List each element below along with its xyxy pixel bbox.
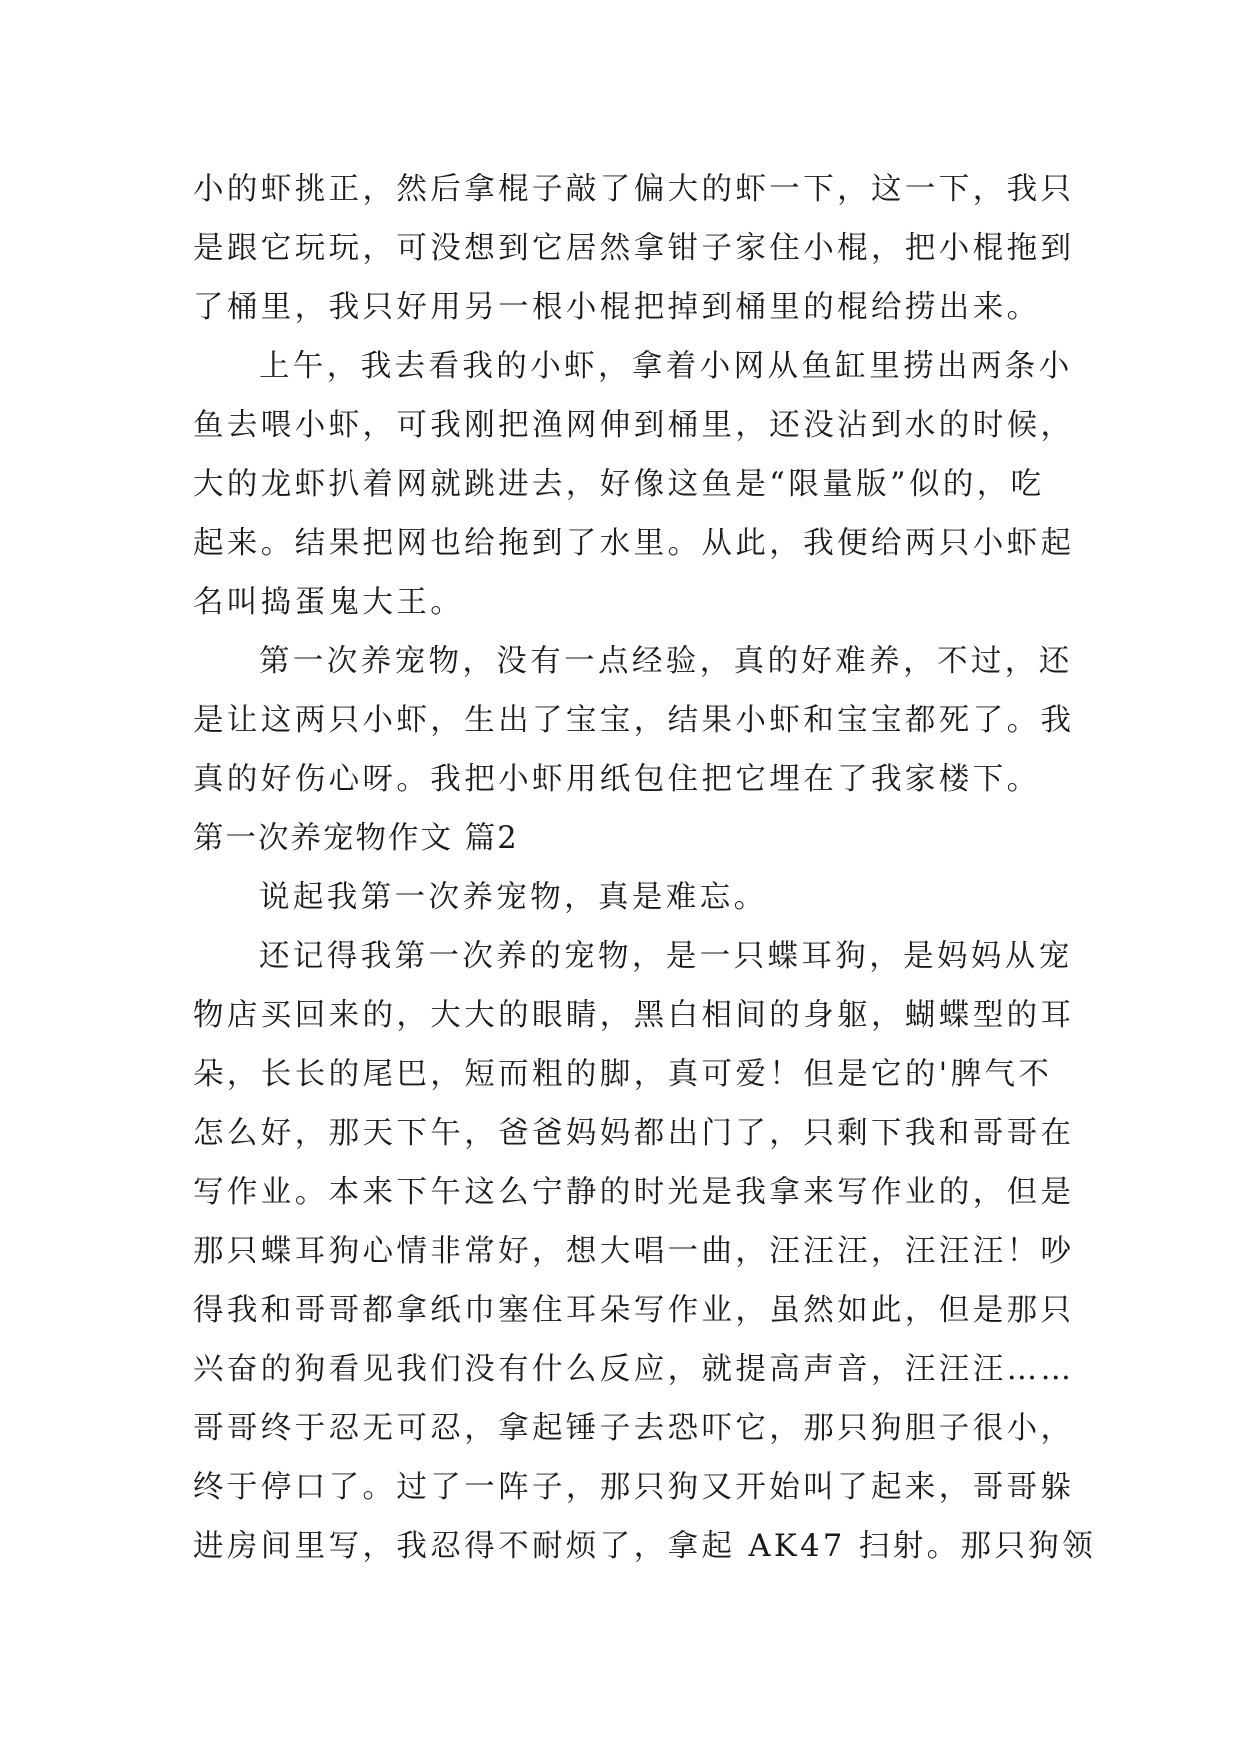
paragraph-start-line: 第一次养宠物，没有一点经验，真的好难养，不过，还: [259, 644, 1073, 679]
paragraph-start-line: 说起我第一次养宠物，真是难忘。: [259, 880, 768, 915]
section-heading: 第一次养宠物作文 篇2: [193, 821, 519, 856]
document-body: [193, 160, 1097, 1576]
text-line: 鱼去喂小虾，可我刚把渔网伸到桶里，还没沾到水的时候，: [193, 408, 1075, 443]
text-line: 物店买回来的，大大的眼睛，黑白相间的身躯，蝴蝶型的耳: [193, 998, 1075, 1033]
text-line: 得我和哥哥都拿纸巾塞住耳朵写作业，虽然如此，但是那只: [193, 1293, 1075, 1328]
text-line: 兴奋的狗看见我们没有什么反应，就提高声音，汪汪汪……: [193, 1352, 1075, 1387]
text-line: 朵，长长的尾巴，短而粗的脚，真可爱！但是它的'脾气不: [193, 1057, 1053, 1092]
text-line: 哥哥终于忍无可忍，拿起锤子去恐吓它，那只狗胆子很小，: [193, 1411, 1075, 1446]
text-line: 进房间里写，我忍得不耐烦了，拿起 AK47 扫射。那只狗领: [193, 1529, 1097, 1564]
text-line: 起来。结果把网也给拖到了水里。从此，我便给两只小虾起: [193, 526, 1075, 561]
text-line: 大的龙虾扒着网就跳进去，好像这鱼是“限量版”似的，吃: [193, 467, 1045, 502]
text-line: 写作业。本来下午这么宁静的时光是我拿来写作业的，但是: [193, 1175, 1075, 1210]
text-line: 了桶里，我只好用另一根小棍把掉到桶里的棍给捞出来。: [193, 290, 1041, 325]
text-line: 小的虾挑正，然后拿棍子敲了偏大的虾一下，这一下，我只: [193, 172, 1075, 207]
text-line: 那只蝶耳狗心情非常好，想大唱一曲，汪汪汪，汪汪汪！吵: [193, 1234, 1075, 1269]
text-line: 是跟它玩玩，可没想到它居然拿钳子家住小棍，把小棍拖到: [193, 231, 1075, 266]
paragraph-start-line: 还记得我第一次养的宠物，是一只蝶耳狗，是妈妈从宠: [259, 939, 1073, 974]
paragraph-start-line: 上午，我去看我的小虾，拿着小网从鱼缸里捞出两条小: [259, 349, 1073, 384]
text-line: 是让这两只小虾，生出了宝宝，结果小虾和宝宝都死了。我: [193, 703, 1075, 738]
text-line: 真的好伤心呀。我把小虾用纸包住把它埋在了我家楼下。: [193, 762, 1041, 797]
text-line: 怎么好，那天下午，爸爸妈妈都出门了，只剩下我和哥哥在: [193, 1116, 1075, 1151]
text-line: 终于停口了。过了一阵子，那只狗又开始叫了起来，哥哥躲: [193, 1470, 1075, 1505]
text-line: 名叫捣蛋鬼大王。: [193, 585, 465, 620]
